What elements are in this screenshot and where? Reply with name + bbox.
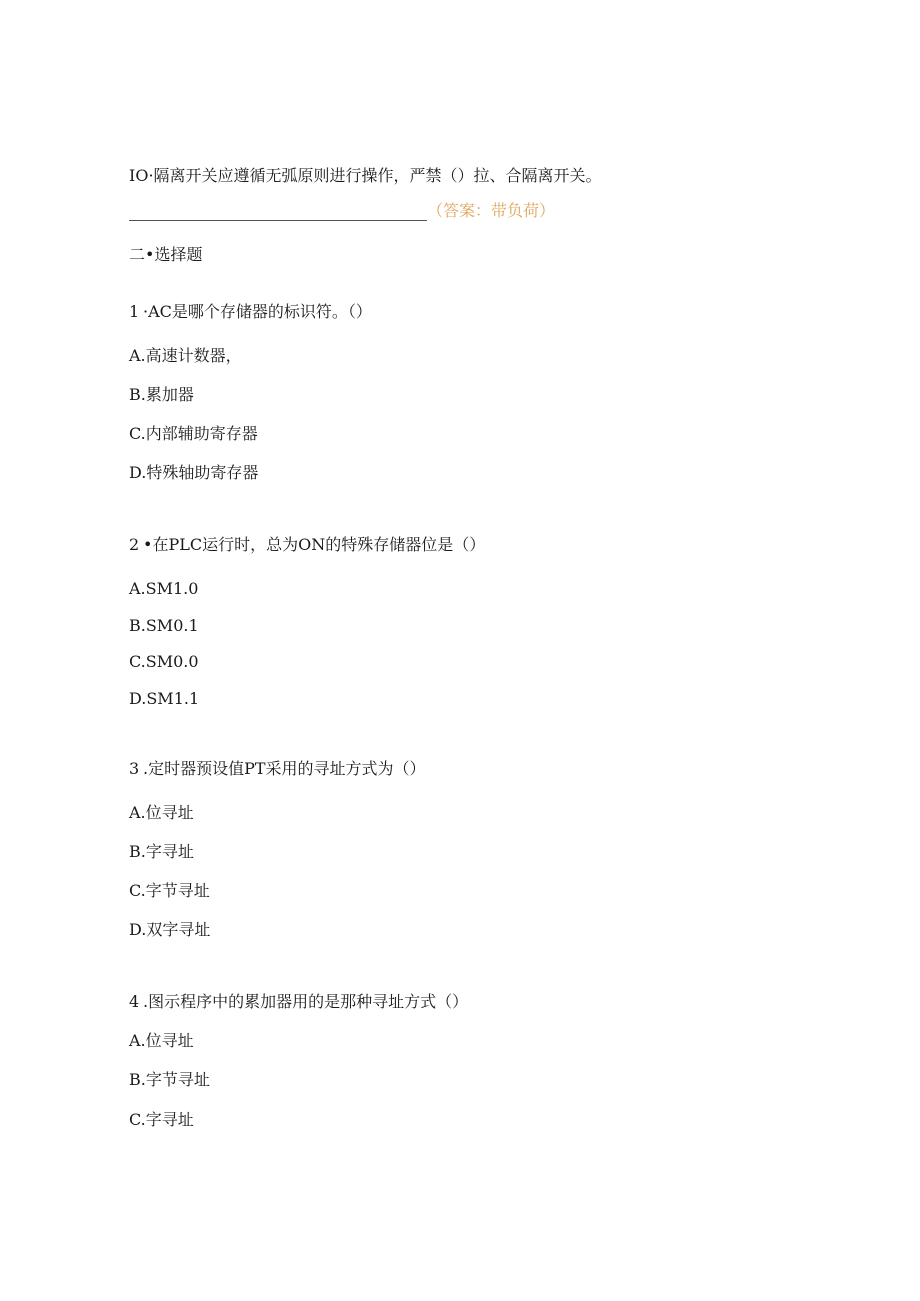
question-number: 1 bbox=[129, 302, 140, 321]
question-number: 4 bbox=[129, 992, 140, 1011]
question-stem bbox=[129, 302, 372, 322]
question-10-text: IO·隔离开关应遵循无弧原则进行操作，严禁（）拉、合隔离开关。 bbox=[129, 166, 602, 185]
option-b: B.累加器 bbox=[129, 385, 194, 404]
option-a: A.位寻址 bbox=[129, 803, 194, 822]
question-stem bbox=[129, 535, 485, 555]
answer-blank-line bbox=[129, 204, 427, 221]
option-a: A.SM1.0 bbox=[129, 579, 199, 598]
question-number: 3 bbox=[129, 759, 140, 778]
question-text: .图示程序中的累加器用的是那种寻址方式（） bbox=[143, 992, 469, 1011]
option-d: D.双字寻址 bbox=[129, 920, 211, 939]
question-stem bbox=[129, 992, 468, 1012]
option-d: D.SM1.1 bbox=[129, 689, 200, 708]
question-text: .定时器预设值PT采用的寻址方式为（） bbox=[143, 759, 426, 778]
option-a: A.高速计数器， bbox=[129, 346, 242, 365]
question-text: ·AC是哪个存储器的标识符。（） bbox=[143, 302, 372, 321]
question-stem bbox=[129, 759, 426, 779]
question-text: •在PLC运行时，总为ON的特殊存储器位是（） bbox=[143, 535, 486, 554]
option-c: C.字寻址 bbox=[129, 1110, 194, 1129]
option-c: C.字节寻址 bbox=[129, 881, 210, 900]
option-b: B.SM0.1 bbox=[129, 616, 199, 635]
option-d: D.特殊轴助寄存器 bbox=[129, 463, 259, 482]
option-b: B.字寻址 bbox=[129, 842, 194, 861]
option-c: C.SM0.0 bbox=[129, 652, 199, 671]
option-c: C.内部辅助寄存器 bbox=[129, 424, 258, 443]
option-a: A.位寻址 bbox=[129, 1031, 194, 1050]
answer-row bbox=[129, 201, 555, 221]
option-b: B.字节寻址 bbox=[129, 1070, 210, 1089]
answer-text: （答案：带负荷） bbox=[427, 201, 556, 220]
section-title: 二•选择题 bbox=[129, 245, 203, 264]
question-number: 2 bbox=[129, 535, 140, 554]
